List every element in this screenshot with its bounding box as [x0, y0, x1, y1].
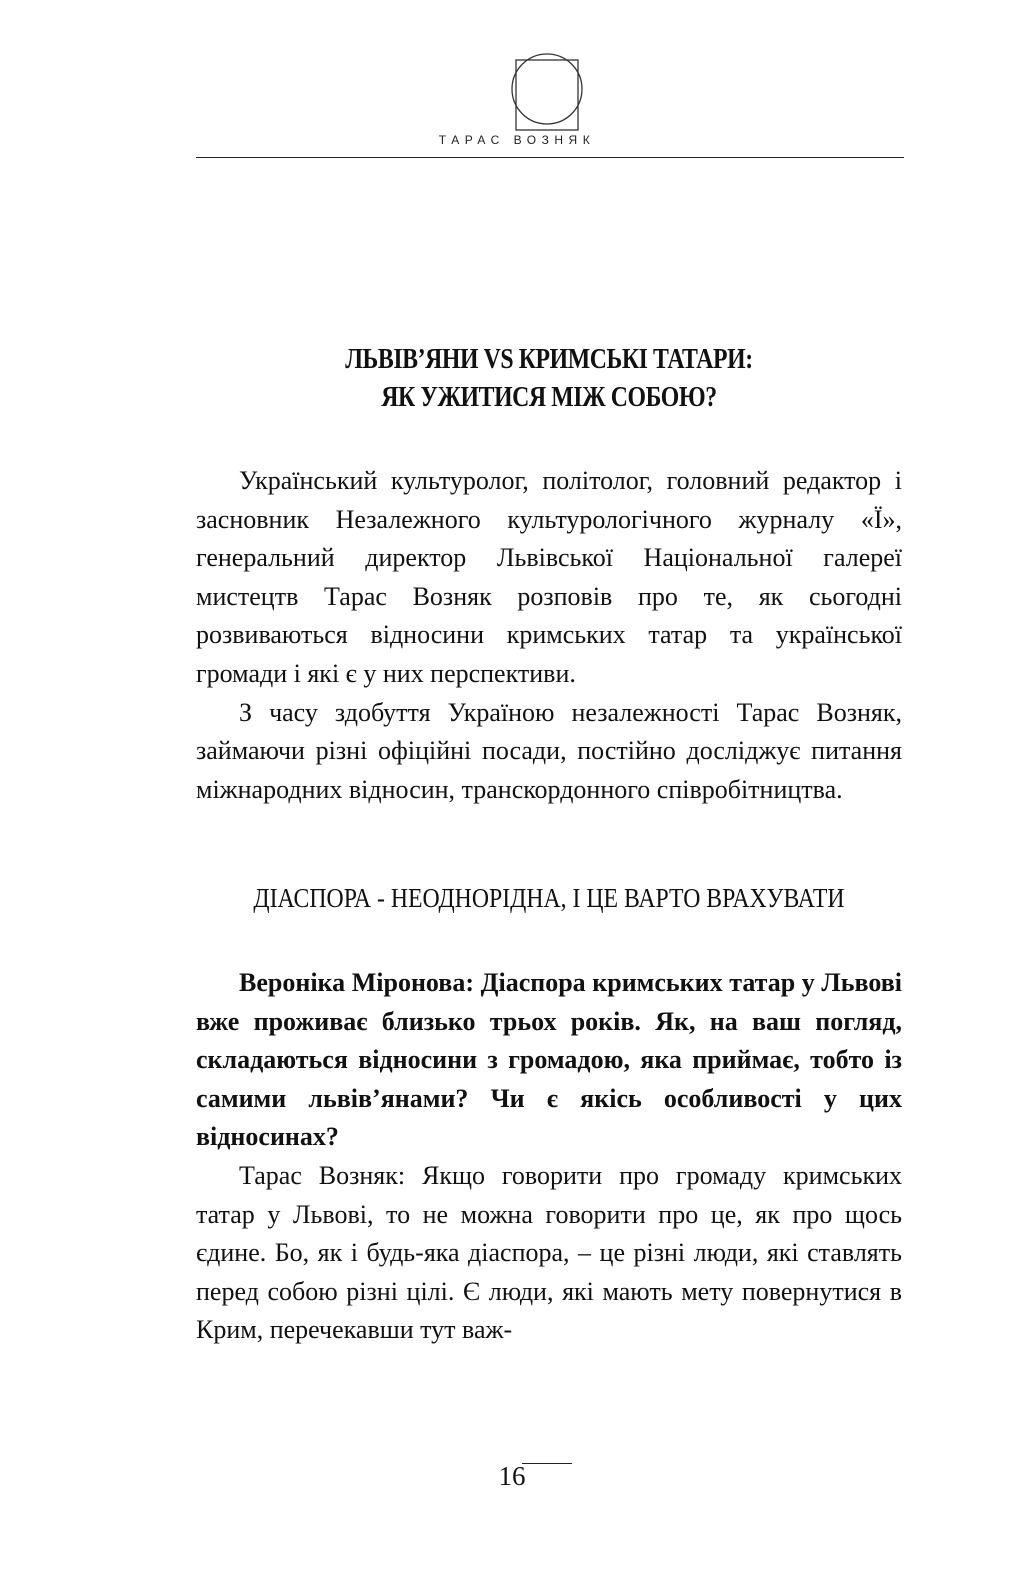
interview-question: Вероніка Міронова: Діаспора кримських татар у Львові вже проживає близько трьох років. Як, на ваш погляд, складаються відносини з громадою, яка приймає, тобто із самими львів’янами? Чи є якісь особливості у цих відносинах? — [196, 968, 902, 1152]
running-head: ТАРАС ВОЗНЯК — [438, 133, 596, 147]
article-title — [260, 340, 839, 416]
page-number: 16 — [498, 1461, 526, 1491]
interview-text — [196, 964, 902, 1350]
section-heading: ДІАСПОРА - НЕОДНОРІДНА, І ЦЕ ВАРТО ВРАХУВАТИ — [253, 883, 845, 913]
interview-answer: Тарас Возняк: Якщо говорити про громаду кримських татар у Львові, то не можна говорити про це, як про щось єдине. Бо, як і будь-яка діаспора, – це різні люди, які ставлять перед собою різні цілі. Є люди, які мають мету повернутися в Крим, перечекавши тут важ- — [196, 1160, 902, 1345]
article-title-line-2: ЯК УЖИТИСЯ МІЖ СОБОЮ? — [381, 381, 717, 413]
intro-paragraph-1: Український культуролог, політолог, головний редактор і засновник Незалежного культурологічного журналу «Ї», генеральний директор Львівської Національної галереї мистецтв Тарас Возняк розповів про те, як сьогодні розвиваються відносини кримських татар та української громади і які є у них перспективи. — [196, 466, 902, 688]
circle-square-emblem-icon — [508, 46, 586, 132]
intro-paragraph-2: З часу здобуття Україною незалежності Тарас Возняк, займаючи різні офіційні посади, постійно досліджує питання міжнародних відносин, транскордонного співробітництва. — [196, 697, 902, 804]
intro-text — [196, 462, 902, 809]
article-title-line-1: ЛЬВІВ’ЯНИ VS КРИМСЬКІ ТАТАРИ: — [345, 343, 753, 375]
header-divider — [196, 157, 904, 158]
